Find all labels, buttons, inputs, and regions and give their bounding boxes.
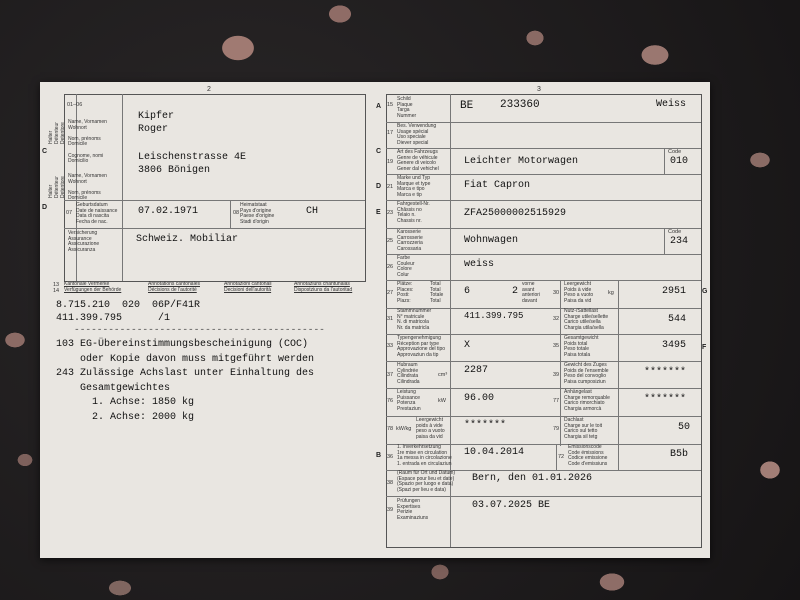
power-label: Leistung Puissance Potenza Prestaziun <box>397 389 421 412</box>
letter-g: G <box>702 288 708 295</box>
matricule-label: Stammnummer N° matricule N. di matricola Nr. da matricla <box>397 308 432 331</box>
power-value: 96.00 <box>464 393 495 404</box>
vin-label: Fahrgestell-Nr. Châssis no Telaio n. Chassis nr. <box>397 201 430 224</box>
front-seats-label: vorne avant anteriori davant <box>522 281 541 304</box>
payload-label: Nutz-/Sattellast Charge utile/sellette Carico utile/sella Chargia utila/sella <box>564 308 609 331</box>
gross-weight-value: 3495 <box>662 340 687 351</box>
insurance-label: Versicherung Assurance Assicurazione Assicuranza <box>68 230 100 253</box>
holder-city: 3806 Bönigen <box>138 165 211 176</box>
section-number: 01–06 <box>67 102 83 108</box>
vin-value: ZFA25000002515929 <box>464 208 567 219</box>
emission-code-label: Emissionscode Code émissions Codice emissione Code d'emissiuns <box>568 444 608 467</box>
make-label: Marke und Typ Marque et type Marca e tipo Marca e tip <box>397 175 431 198</box>
cantonal-code-line-1: 8.715.210 020 06P/F41R <box>56 300 201 311</box>
holder-box <box>64 94 366 282</box>
power-weight-ratio-label: Leergewicht poids à vide peso a vuoto paisa da vid <box>416 417 445 440</box>
first-registration-value: 10.04.2014 <box>464 447 525 458</box>
displacement-value: 2287 <box>464 365 489 376</box>
place-date-value: Bern, den 01.01.2026 <box>472 473 593 484</box>
roof-load-label: Dachlast Charge sur le toit Carico sul tetto Chargia sil tetg <box>564 417 603 440</box>
column-number-right: 3 <box>537 86 541 93</box>
letter-c2: C <box>376 148 382 155</box>
holder-side-label: Halter Détenteur Detentore <box>48 122 66 144</box>
front-seats-value: 2 <box>512 286 519 297</box>
plate-number: 233360 <box>500 99 540 111</box>
make-value: Fiat Capron <box>464 180 531 191</box>
body-code: 234 <box>670 236 689 247</box>
holder-side-label-2: Halter Détenteur Detentore <box>48 176 66 198</box>
emission-code-value: B5b <box>670 449 689 460</box>
note-line: 1. Achse: 1850 kg <box>56 397 195 408</box>
seats-value: 6 <box>464 286 471 297</box>
remarks-heading-it: Annotazioni cantonali Decisioni dell'autorità <box>224 281 272 293</box>
holder-street: Leischenstrasse 4E <box>138 152 247 163</box>
letter-e: E <box>376 209 381 216</box>
column-number-left: 2 <box>207 86 211 93</box>
expertise-value: 03.07.2025 BE <box>472 500 551 511</box>
matricule-value: 411.399.795 <box>464 311 524 321</box>
body-value: Wohnwagen <box>464 235 519 246</box>
name-field-label: Name, Vornamen Wohnort Nom, prénoms Domicile Cognome, nomi Domicilio <box>68 119 107 165</box>
gross-weight-label: Gesamtgewicht Poids total Peso totale Paisa totala <box>564 335 599 358</box>
expertise-label: Prüfungen Expertises Perizie Examinaziuns <box>397 498 429 521</box>
displacement-label: Hubraum Cylindrée Cilindrata Cilindrada <box>397 362 420 385</box>
remarks-heading-rm: Annotaziuns chantunalas Dispostziuns da l'autoritad <box>294 281 353 293</box>
plate-canton: BE <box>460 100 474 112</box>
color-value: weiss <box>464 259 495 270</box>
note-line: Gesamtgewichtes <box>56 382 171 394</box>
note-line: oder Kopie davon muss mitgeführt werden <box>56 353 315 365</box>
holder-name: Kipfer <box>138 111 175 122</box>
remarks-heading-de: Kantonale Vermerke Verfügungen der Behörde <box>64 281 122 293</box>
vehicle-type-value: Leichter Motorwagen <box>464 156 579 167</box>
empty-weight-label: Leergewicht Poids à vide Peso a vuoto Paisa da vid <box>564 281 594 304</box>
origin-label: Heimatstaat Pays d'origine Paese d'origine Stadi d'origin <box>240 202 275 225</box>
separator-dashes: -------------------------------------------- <box>74 324 325 335</box>
seats-label: Plätze: Places: Posti: Plazs: <box>397 281 414 304</box>
trailer-load-label: Anhängelast Charge remorquable Carico rimorchiato Chargia armorcà <box>564 389 610 412</box>
remarks-heading-fr: Annotations cantonales Décisions de l'autorité <box>148 281 200 293</box>
birthdate-label: Geburtsdatum Date de naissance Data di nascita Fecha de nac. <box>76 202 118 225</box>
seats-total-label: Total Total Totale Total <box>430 281 444 304</box>
letter-a: A <box>376 103 382 110</box>
holder-firstname: Roger <box>138 124 169 135</box>
vehicle-registration-card: 2 3 C D Halter Détenteur Detentore Halter Détenteur Detentore 01–06 Name, Vornamen Wohnort Nom, prénoms Domicile Cognome, nomi Domicilio Name, Vornamen Wohnort Nom, prénoms Domicile Kipfer Roger Leischenstrasse 4E 3806 Bönigen 07 Geburtsdatum Date de naissance Data di nascita Fecha de nac. 07.02.1971 08 Heimatstaat Pays d'origine Paese d'origine Stadi d'origin CH Versicherung Assurance Assicurazione Assicuranza Schweiz. Mobiliar 13 14 Kantonale Vermerke Verfügungen der Behörde Annotations cantonales Décisions de l'autorité Annotazioni cantonali Decisioni dell'autorità Annotaziuns chantunalas Dispostziuns da l'autoritad 8.715.210 020 06P/F41R 411.399.795 /1 -------------------------------------------- 103 EG-Übereinstimmungsbescheinigung (COC) oder Kopie davon muss mitgeführt werden 243 Zulässige Achslast unter Einhaltung des Gesamtgewichtes 1. Achse: 1850 kg 2. Achse: 2000 kg A C D E B G F 15 Schild Plaque Targa Nummer BE 233360 Weiss 17 Bes. Verwendung Usage spécial Uso speciale Diever special 19 Art des Fahrzeugs Genre de véhicule Genere di veicolo Gener dal vehichel Leichter Motorwagen Code 010 21 Marke und Typ Marque et type Marca e tipo Marca e tip Fiat Capron 23 Fahrgestell-Nr. Châssis no Telaio n. Chassis nr. ZFA25000002515929 25 Karosserie Carrosserie Carrozzeria Carossaria Wohnwagen Code 234 26 Farbe Couleur Colore Colur weiss 27 Plätze: Places: Posti: Plazs: Total Total Totale Total 6 2 vorne avant anteriori davant 30 Leergewicht Poids à vide Peso a vuoto Paisa da vid kg 2951 31 Stammnummer N° matricule N. di matricola Nr. da matricla 411.399.795 32 Nutz-/Sattellast Charge utile/sellette Carico utile/sella Chargia utila/sella 544 33 Typengenehmigung Réception par type Approvazione del tipo Approvaziun da tip X 35 Gesamtgewicht Poids total Peso totale Paisa totala 3495 37 Hubraum Cylindrée Cilindrata Cilindrada cm³ 2287 39 Gewicht des Zuges Poids de l'ensemble Peso del convoglio Paisa cumposiziun ******* 76 Leistung Puissance Potenza Prestaziun kW 96.00 77 Anhängelast Charge remorquable Carico rimorchiato Chargia armorcà ******* 78 kW/kg Leergewicht poids à vide peso a vuoto paisa da vid ******* 79 Dachlast Charge sur le toit Carico sul tetto Chargia sil tetg 50 36 1. Inverkehrsetzung 1re mise en circulation 1a messa in circolazione 1. entrada en circulaziun 10.04.2014 72 Emissionscode Code émissions Codice emissione Code d'emissiuns B5b 38 (Raum für Ort und Datum) (Espace pour lieu et date) (Spazio per luogo e data) (Spazi per lieu e data) Bern, den 01.01.2026 39 Prüfungen Expertises Perizie Examinaziuns 03.07.2025 BE <box>40 82 710 558</box>
vehicle-type-label: Art des Fahrzeugs Genre de véhicule Genere di veicolo Gener dal vehichel <box>397 149 439 172</box>
train-weight-label: Gewicht des Zuges Poids de l'ensemble Peso del convoglio Paisa cumposiziun <box>564 362 609 385</box>
plate-color: Weiss <box>656 99 687 110</box>
roof-load-value: 50 <box>678 422 691 433</box>
cantonal-code-line-2: 411.399.795 /1 <box>56 313 171 324</box>
insurance-value: Schweiz. Mobiliar <box>136 234 239 245</box>
holder-field-label: Name, Vornamen Wohnort Nom, prénoms Domicile <box>68 173 107 202</box>
type-approval-label: Typengenehmigung Réception par type Approvazione del tipo Approvaziun da tip <box>397 335 446 358</box>
letter-d2: D <box>376 183 382 190</box>
note-line: 103 EG-Übereinstimmungsbescheinigung (COC) <box>56 339 309 350</box>
vehicle-type-code: 010 <box>670 156 689 167</box>
trailer-load-value: ******* <box>644 394 687 405</box>
place-date-label: (Raum für Ort und Datum) (Espace pour lieu et date) (Spazio per luogo e data) (Spazi per lieu e data) <box>397 470 456 493</box>
first-registration-label: 1. Inverkehrsetzung 1re mise en circulation 1a messa in circolazione 1. entrada en circulaziun <box>397 444 452 467</box>
type-approval-value: X <box>464 340 471 351</box>
birthdate-value: 07.02.1971 <box>138 206 199 217</box>
empty-weight-value: 2951 <box>662 286 687 297</box>
letter-c: C <box>42 148 48 155</box>
plate-label: Schild Plaque Targa Nummer <box>397 96 417 119</box>
payload-value: 544 <box>668 314 687 325</box>
note-line: 243 Zulässige Achslast unter Einhaltung des <box>56 368 315 379</box>
power-weight-ratio-value: ******* <box>464 420 507 431</box>
letter-f: F <box>702 344 707 351</box>
letter-b: B <box>376 452 382 459</box>
color-label: Farbe Couleur Colore Colur <box>397 255 415 278</box>
origin-value: CH <box>306 206 319 217</box>
train-weight-value: ******* <box>644 367 687 378</box>
body-label: Karosserie Carrosserie Carrozzeria Carossaria <box>397 229 423 252</box>
note-line: 2. Achse: 2000 kg <box>56 411 195 423</box>
special-use-label: Bes. Verwendung Usage spécial Uso speciale Diever special <box>397 123 437 146</box>
letter-d: D <box>42 204 48 211</box>
